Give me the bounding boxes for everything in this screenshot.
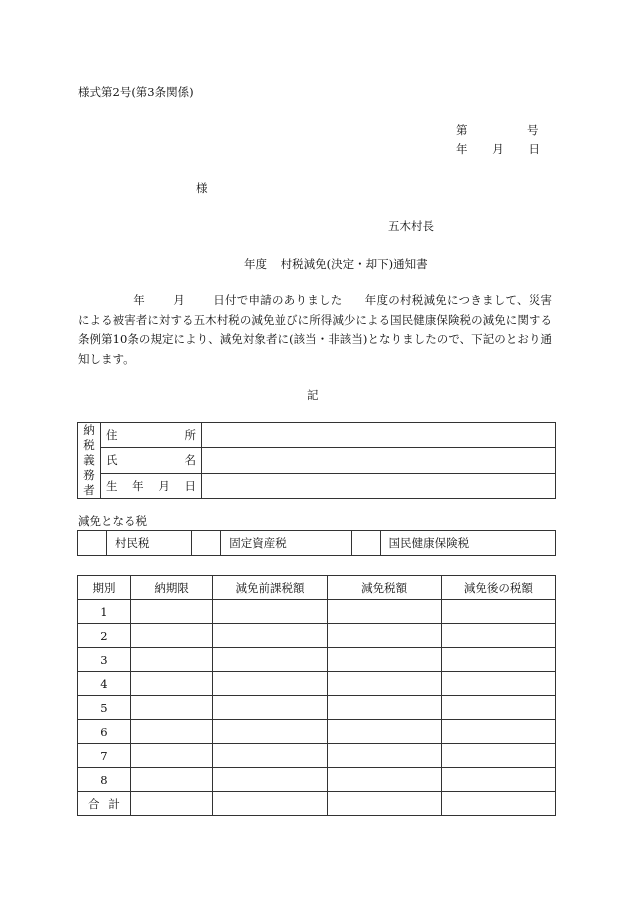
post-amount-cell[interactable]	[441, 648, 555, 672]
resident-tax-checkbox[interactable]	[78, 531, 107, 556]
date-year: 年	[456, 142, 468, 156]
total-post-amount-cell[interactable]	[441, 792, 555, 816]
pre-amount-cell[interactable]	[213, 696, 327, 720]
table-row	[78, 672, 556, 696]
property-tax-checkbox[interactable]	[192, 531, 221, 556]
title-fiscal-year: 年度	[244, 257, 267, 271]
date-month: 月	[492, 142, 504, 156]
table-row	[78, 696, 556, 720]
total-due-date-cell[interactable]	[130, 792, 212, 816]
pre-amount-cell[interactable]	[213, 720, 327, 744]
doc-number-prefix: 第	[456, 123, 468, 137]
due-date-cell[interactable]	[130, 696, 212, 720]
reduction-cell[interactable]	[327, 768, 441, 792]
address-label: 住 所	[101, 423, 202, 448]
table-row	[78, 744, 556, 768]
period-number: 6	[78, 720, 131, 744]
period-number: 3	[78, 648, 131, 672]
reduction-cell[interactable]	[327, 720, 441, 744]
issue-date	[456, 141, 540, 157]
due-date-cell[interactable]	[130, 744, 212, 768]
form-number: 様式第2号(第3条関係)	[78, 85, 194, 99]
period-number: 5	[78, 696, 131, 720]
body-fiscal-text: 年度の村税減免につきまして、災害による被害者に対する五木村税の減免並びに所得減少による国民健康保険税の減免に関する条例第10条の規定により、減免対象者に(該当・非該当)となりましたので、下記のとおり通知します。	[78, 293, 552, 366]
period-number: 2	[78, 624, 131, 648]
due-date-cell[interactable]	[130, 648, 212, 672]
pre-amount-cell[interactable]	[213, 672, 327, 696]
pre-amount-cell[interactable]	[213, 768, 327, 792]
col-header-period: 期別	[78, 576, 131, 600]
body-paragraph	[78, 291, 552, 369]
table-row	[78, 423, 556, 448]
doc-number-suffix: 号	[527, 123, 539, 137]
period-number: 8	[78, 768, 131, 792]
pre-amount-cell[interactable]	[213, 600, 327, 624]
property-tax-label: 固定資産税	[221, 531, 351, 556]
col-header-due-date: 納期限	[130, 576, 212, 600]
post-amount-cell[interactable]	[441, 720, 555, 744]
name-field[interactable]	[202, 448, 556, 473]
reduction-cell[interactable]	[327, 648, 441, 672]
period-amount-table	[77, 575, 556, 816]
pre-amount-cell[interactable]	[213, 624, 327, 648]
period-number: 7	[78, 744, 131, 768]
pre-amount-cell[interactable]	[213, 744, 327, 768]
due-date-cell[interactable]	[130, 672, 212, 696]
due-date-cell[interactable]	[130, 600, 212, 624]
tax-type-table	[77, 530, 556, 556]
total-pre-amount-cell[interactable]	[213, 792, 327, 816]
table-row	[78, 768, 556, 792]
tax-section-label: 減免となる税	[78, 514, 147, 528]
reduction-cell[interactable]	[327, 600, 441, 624]
reduction-cell[interactable]	[327, 744, 441, 768]
body-day-text: 日付で申請のありました	[213, 293, 343, 307]
name-label: 氏 名	[101, 448, 202, 473]
resident-tax-label: 村民税	[107, 531, 192, 556]
reduction-cell[interactable]	[327, 672, 441, 696]
table-row	[78, 720, 556, 744]
col-header-reduction-amount: 減免税額	[327, 576, 441, 600]
body-year: 年	[133, 293, 145, 307]
table-row	[78, 448, 556, 473]
table-row	[78, 600, 556, 624]
reduction-cell[interactable]	[327, 696, 441, 720]
total-reduction-cell[interactable]	[327, 792, 441, 816]
address-field[interactable]	[202, 423, 556, 448]
table-row	[78, 473, 556, 498]
table-row	[78, 531, 556, 556]
col-header-post-reduction-amount: 減免後の税額	[441, 576, 555, 600]
issuer-name: 五木村長	[388, 219, 434, 233]
post-amount-cell[interactable]	[441, 768, 555, 792]
period-number: 1	[78, 600, 131, 624]
post-amount-cell[interactable]	[441, 744, 555, 768]
due-date-cell[interactable]	[130, 720, 212, 744]
pre-amount-cell[interactable]	[213, 648, 327, 672]
due-date-cell[interactable]	[130, 768, 212, 792]
table-row	[78, 648, 556, 672]
post-amount-cell[interactable]	[441, 624, 555, 648]
period-number: 4	[78, 672, 131, 696]
table-header-row	[78, 576, 556, 600]
body-month: 月	[173, 293, 185, 307]
health-insurance-tax-label: 国民健康保険税	[380, 531, 555, 556]
date-day: 日	[528, 142, 540, 156]
health-insurance-tax-checkbox[interactable]	[351, 531, 380, 556]
total-label: 合 計	[78, 792, 131, 816]
table-row	[78, 624, 556, 648]
post-amount-cell[interactable]	[441, 600, 555, 624]
birthdate-label: 生 年 月 日	[101, 473, 202, 498]
post-amount-cell[interactable]	[441, 696, 555, 720]
recipient-honorific: 様	[196, 181, 208, 195]
taxpayer-vertical-label: 納 税 義 務 者	[78, 423, 101, 499]
title-text: 村税減免(決定・却下)通知書	[280, 257, 428, 271]
birthdate-field[interactable]	[202, 473, 556, 498]
due-date-cell[interactable]	[130, 624, 212, 648]
col-header-pre-reduction-amount: 減免前課税額	[213, 576, 327, 600]
post-amount-cell[interactable]	[441, 672, 555, 696]
taxpayer-table	[77, 422, 556, 499]
document-title	[244, 256, 428, 272]
ki-heading: 記	[307, 388, 319, 402]
reduction-cell[interactable]	[327, 624, 441, 648]
table-total-row	[78, 792, 556, 816]
